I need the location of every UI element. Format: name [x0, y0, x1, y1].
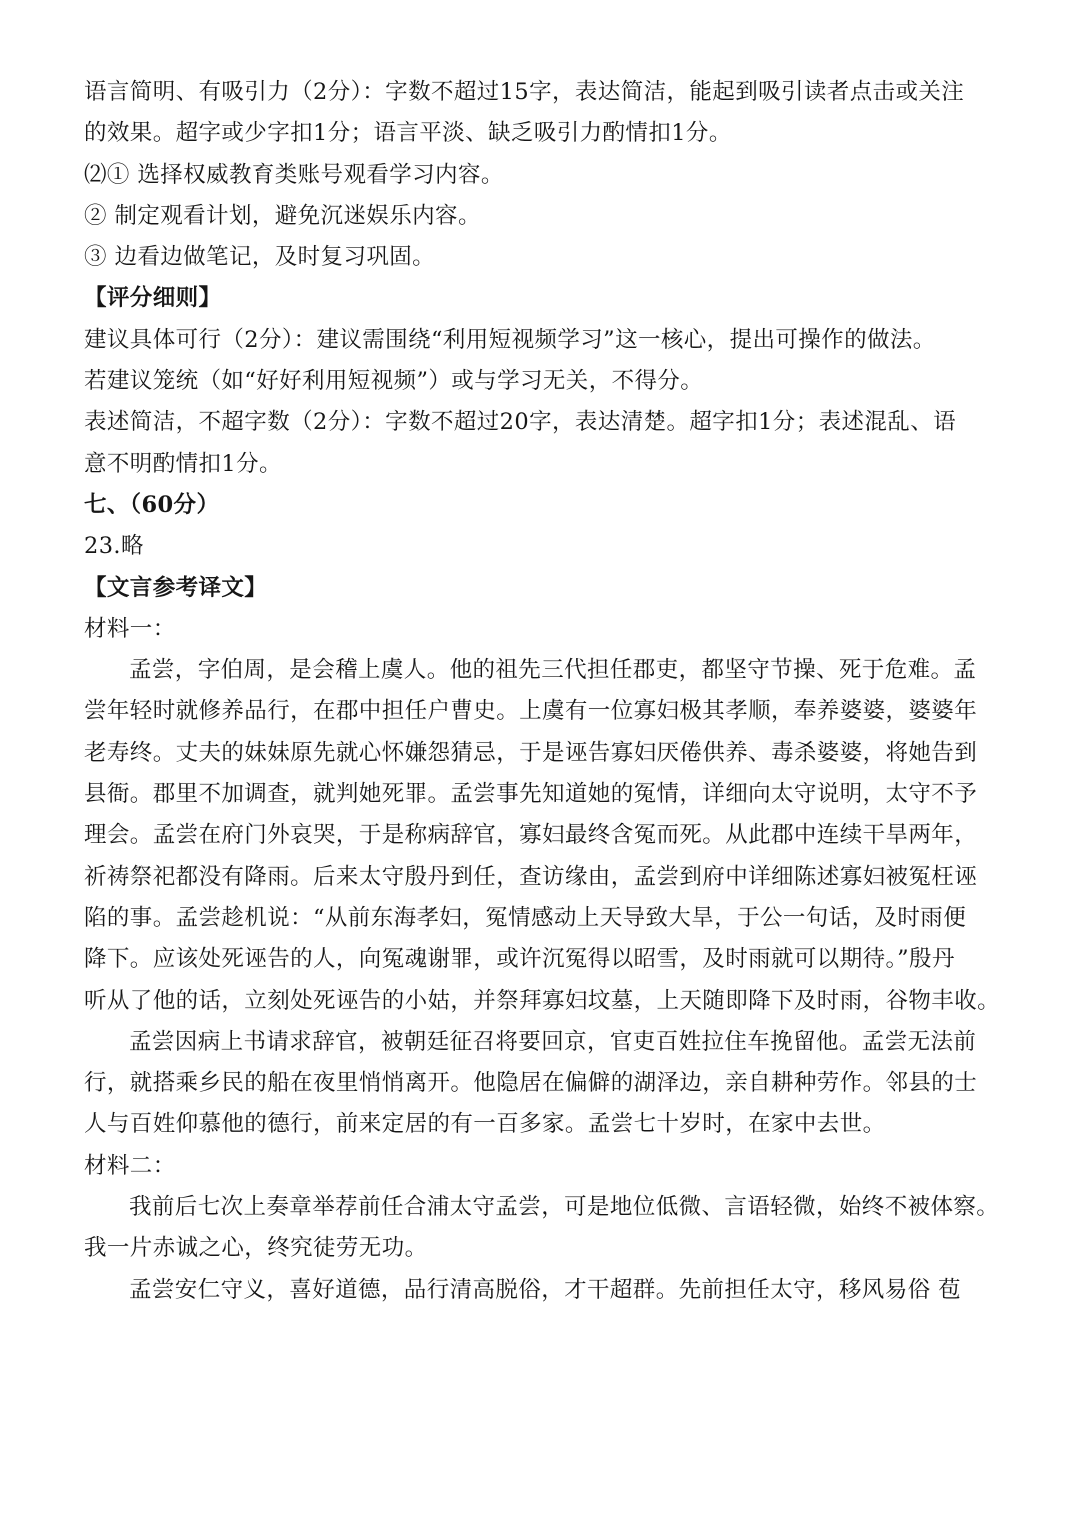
paragraph-line: 老寿终。丈夫的妹妹原先就心怀嫌怨猜忌，于是诬告寡妇厌倦供养、毒杀婆婆，将她告到	[84, 739, 978, 766]
scoring-criterion-line: 的效果。超字或少字扣1分；语言平淡、缺乏吸引力酌情扣1分。	[84, 120, 732, 147]
material-two-paragraph-1	[84, 1187, 1018, 1270]
material-two-label: 材料二：	[84, 1152, 176, 1179]
scoring-rule-line: 建议具体可行（2分）：建议需围绕“利用短视频学习”这一核心，提出可操作的做法。	[84, 326, 936, 353]
paragraph-line: 孟尝因病上书请求辞官，被朝廷征召将要回京，官吏百姓拉住车挽留他。孟尝无法前	[129, 1028, 977, 1055]
paragraph-line: 人与百姓仰慕他的德行，前来定居的有一百多家。孟尝七十岁时，在家中去世。	[84, 1111, 886, 1138]
paragraph-line: 陷的事。孟尝趁机说：“从前东海孝妇，冤情感动上天导致大旱，于公一句话，及时雨便	[84, 904, 967, 931]
paragraph-line: 听从了他的话，立刻处死诬告的小姑，并祭拜寡妇坟墓，上天随即降下及时雨，谷物丰收。	[84, 987, 1001, 1014]
scoring-rules-heading: 【评分细则】	[84, 285, 222, 312]
paragraph-line: 尝年轻时就修养品行，在郡中担任户曹史。上虞有一位寡妇极其孝顺，奉养婆婆，婆婆年	[84, 698, 978, 725]
answer-item: ③ 边看边做笔记，及时复习巩固。	[84, 244, 436, 271]
question-23: 23.略	[84, 533, 144, 560]
scoring-rule-line: 若建议笼统（如“好好利用短视频”）或与学习无关，不得分。	[84, 368, 704, 395]
material-one-paragraph-1	[84, 650, 1018, 1022]
paragraph-line: 祈祷祭祀都没有降雨。后来太守殷丹到任，查访缘由，孟尝到府中详细陈述寡妇被冤枉诬	[84, 863, 978, 890]
paragraph-line: 降下。应该处死诬告的人，向冤魂谢罪，或许沉冤得以昭雪，及时雨就可以期待。”殷丹	[84, 946, 955, 973]
paragraph-line: 县衙。郡里不加调查，就判她死罪。孟尝事先知道她的冤情，详细向太守说明，太守不予	[84, 781, 978, 808]
paragraph-line: 我前后七次上奏章举荐前任合浦太守孟尝，可是地位低微、言语轻微，始终不被体察。	[129, 1194, 1000, 1221]
scoring-criterion-line: 语言简明、有吸引力（2分）：字数不超过15字，表达简洁，能起到吸引读者点击或关注	[84, 79, 965, 105]
paragraph-line: 理会。孟尝在府门外哀哭，于是称病辞官，寡妇最终含冤而死。从此郡中连续干旱两年，	[84, 822, 978, 849]
paragraph-line: 孟尝，字伯周，是会稽上虞人。他的祖先三代担任郡吏，都坚守节操、死于危难。孟	[129, 657, 977, 684]
material-two-paragraph-2	[84, 1270, 1018, 1311]
scoring-rule-line: 表述简洁，不超字数（2分）：字数不超过20字，表达清楚。超字扣1分；表述混乱、语	[84, 409, 957, 436]
paragraph-line: 孟尝安仁守义，喜好道德，品行清高脱俗，才干超群。先前担任太守，移风易俗 苞	[129, 1276, 961, 1303]
material-one-label: 材料一：	[84, 615, 176, 642]
answer-item: ② 制定观看计划，避免沉迷娱乐内容。	[84, 202, 481, 229]
scoring-rule-line: 意不明酌情扣1分。	[84, 450, 282, 477]
paragraph-line: 行，就搭乘乡民的船在夜里悄悄离开。他隐居在偏僻的湖泽边，亲自耕种劳作。邻县的士	[84, 1070, 978, 1097]
section-seven-heading: 七、（60分）	[84, 491, 220, 518]
material-one-paragraph-2	[84, 1022, 1018, 1146]
translation-heading: 【文言参考译文】	[84, 574, 268, 601]
paragraph-line: 我一片赤诚之心，终究徒劳无功。	[84, 1235, 428, 1262]
answer-item: ⑵① 选择权威教育类账号观看学习内容。	[84, 161, 504, 188]
